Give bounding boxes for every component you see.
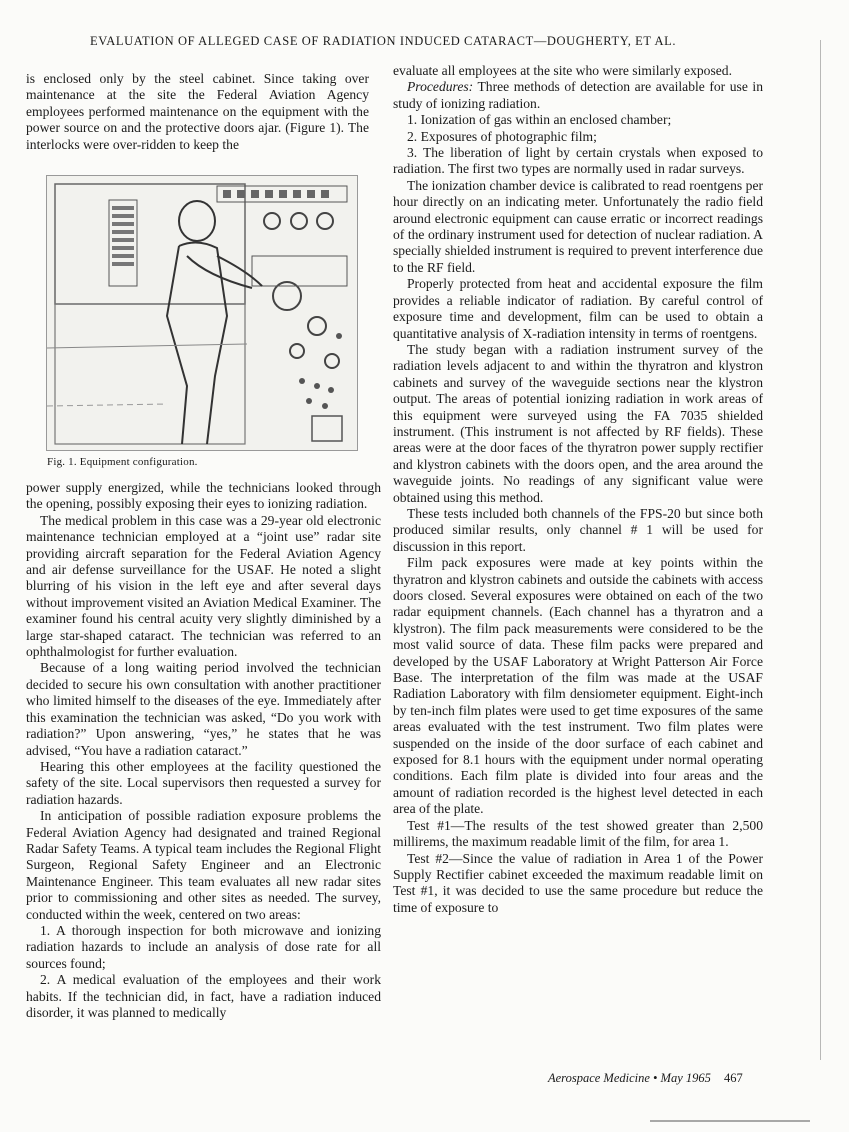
left-column-bottom xyxy=(26,480,381,1021)
paragraph: Properly protected from heat and accidental exposure the film provides a reliable indicator of radiation. By careful control of exposure time and development, film can be used to obtain a quantitative analysis of X-radiation intensity in terms of roentgens. xyxy=(393,276,763,341)
paragraph: Hearing this other employees at the facility questioned the safety of the site. Local supervisors then requested a survey for radiation hazards. xyxy=(26,758,381,807)
equipment-photo-graphic xyxy=(47,176,357,450)
paragraph: The ionization chamber device is calibrated to read roentgens per hour directly on an indicating meter. Unfortunately the radio field around electronic equipment can cause erratic or incorrect readings of the ordinary instrument used for detection of nuclear radiation. A specially shielded instrument is required to prevent interference due to the RF field. xyxy=(393,177,763,275)
paragraph: evaluate all employees at the site who were similarly exposed. xyxy=(393,63,732,78)
journal-name: Aerospace Medicine • May 1965 xyxy=(548,1071,711,1085)
scan-edge-line xyxy=(650,1120,810,1122)
paragraph: The study began with a radiation instrument survey of the radiation levels adjacent to and within the thyratron and klystron cabinets and survey of the waveguide sections near the klystron output. The areas of potential ionizing radiation in work areas of this equipment were surveyed using the FA 7035 shielded instrument. (This instrument is not affected by RF fields). These areas were at the door faces of the thyratron power supply rectifier and klystron cabinets with the doors open, and the area around the waveguide joints. No readings of any significant value were obtained using this method. xyxy=(393,341,763,505)
right-column xyxy=(393,63,763,916)
list-item: 1. Ionization of gas within an enclosed chamber; xyxy=(407,112,672,128)
paragraph: is enclosed only by the steel cabinet. Since taking over maintenance at the site the Federal Aviation Agency employees performed maintenance on the equipment with the power source on and the protective doors ajar. (Figure 1). The interlocks were over-ridden to keep the xyxy=(26,71,369,152)
paragraph: power supply energized, while the technicians looked through the opening, possibly exposing their eyes to ionizing radiation. xyxy=(26,480,381,512)
page-number: 467 xyxy=(724,1071,743,1085)
paragraph: Test #1—The results of the test showed greater than 2,500 millirems, the maximum readable limit of the film, for area 1. xyxy=(393,817,763,850)
figure-caption: Fig. 1. Equipment configuration. xyxy=(47,456,198,468)
paragraph: Film pack exposures were made at key points within the thyratron and klystron cabinets and outside the cabinets with access doors closed. Several exposures were obtained on each of the two radar equipment channels. (Each channel has a thyratron and a klystron). The film pack measurements were considered to be the most valid source of data. These film packs were prepared and developed by the USAF Laboratory at Wright Patterson Air Force Base. The interpretation of the film was made at the USAF Radiation Laboratory with film densiometer equipment. Eight-inch by ten-inch film plates were used to get time exposures of the same areas evaluated with the test instrument. Two film plates were suspended on the inside of the door surface of each cabinet and exposed for 8.1 hours with the equipment under normal operating conditions. Each film plate is divided into four areas and the amount of radiation recorded is the highest level detected in each area of the plate. xyxy=(393,555,763,817)
list-item: 2. Exposures of photographic film; xyxy=(407,128,597,144)
list-item: 2. A medical evaluation of the employees and their work habits. If the technician did, in fact, have a radiation induced disorder, it was planned to medically xyxy=(26,972,381,1020)
equipment-photo xyxy=(46,175,358,451)
paragraph: In anticipation of possible radiation exposure problems the Federal Aviation Agency had designated and trained Regional Radar Safety Teams. A typical team includes the Regional Flight Surgeon, Regional Safety Engineer and an Electronic Maintenance Engineer. This team evaluates all new radar sites prior to commissioning and other sites as needed. The survey, conducted within the week, centered on two areas: xyxy=(26,808,381,922)
left-column-top xyxy=(26,71,369,153)
procedures-paragraph: Procedures: Three methods of detection are available for use in study of ionizing radiation. xyxy=(393,79,763,111)
list-item: 1. A thorough inspection for both microwave and ionizing radiation hazards to include an analysis of dose rate for all sources found; xyxy=(26,922,381,971)
paragraph: Test #2—Since the value of radiation in Area 1 of the Power Supply Rectifier cabinet exceeded the maximum readable limit on Test #1, it was decided to use the same procedure but reduce the time of exposure to xyxy=(393,850,763,915)
paragraph: The medical problem in this case was a 29-year old electronic maintenance technician employed at a “joint use” radar site providing aircraft separation for the Federal Aviation Agency and air defense surveillance for the USAF. He noted a slight blurring of his vision in the left eye and after several days without improvement visited an Aviation Medical Examiner. The examiner found his central acuity very slightly diminished by a large star-shaped cataract. The technician was referred to an ophthalmologist for further evaluation. xyxy=(26,512,381,660)
running-header: EVALUATION OF ALLEGED CASE OF RADIATION INDUCED CATARACT—DOUGHERTY, ET AL. xyxy=(90,34,677,48)
paragraph: These tests included both channels of the FPS-20 but since both produced similar results, only channel # 1 will be used for discussion in this report. xyxy=(393,505,763,554)
scan-edge-line xyxy=(820,40,821,1060)
page-footer xyxy=(548,1071,743,1086)
list-item: 3. The liberation of light by certain crystals when exposed to radiation. The first two types are normally used in radar surveys. xyxy=(393,145,763,177)
paragraph: Because of a long waiting period involved the technician decided to secure his own consultation with another practitioner who limited himself to the diseases of the eye. Immediately after this examination the technician was asked, “Do you work with radiation?” Upon answering, “yes,” he states that he was advised, “You have a radiation cataract.” xyxy=(26,660,381,758)
